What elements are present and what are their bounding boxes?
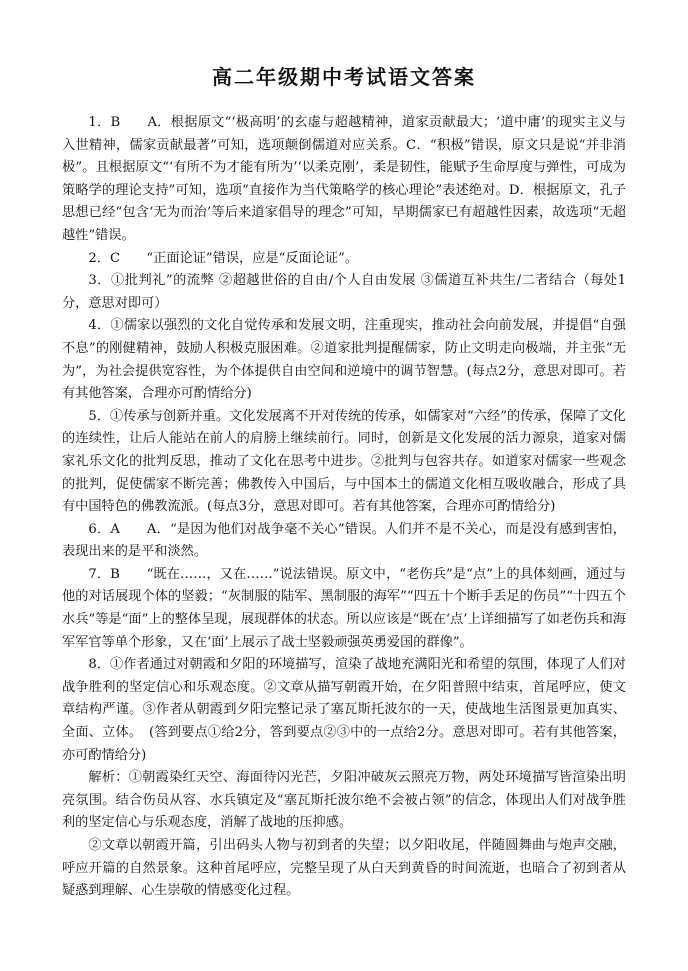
answer-7: 7．B “既在……，又在……”说法错误。原文中，“老伤兵”是“点”上的具体刻画，通过与他的对话展现个体的坚毅；“灰制服的陆军、黑制服的海军”“四五十个断手丢足的伤员”“十四五个水兵”等是“面”上的整体呈现，展现群体的状态。所以应该是“既在‘点’上详细描写了如老伤兵和海军军官等单个形象，又在‘面’上展示了战士坚毅顽强英勇爱国的群像”。 [62, 566, 626, 650]
answer-3: 3．①批判礼”的流弊 ②超越世俗的自由/个人自由发展 ③儒道互补共生/二者结合（每处1分，意思对即可） [62, 273, 626, 311]
answer-8: 8．①作者通过对朝霞和夕阳的环境描写，渲染了战地充满阳光和希望的氛围，体现了人们对战争胜利的坚定信心和乐观态度。②文章从描写朝霞开始，在夕阳普照中结束，首尾呼应，使文章结构严谨。③作者从朝霞到夕阳完整记录了塞瓦斯托波尔的一天，使战地生活图景更加真实、全面、立体。 (答到要点①给2分，答到要点②③中的一点给2分。意思对即可。若有其他答案，亦可酌情给分) [62, 657, 626, 763]
answer-1: 1．B A．根据原文“‘极高明’的玄虚与超越精神，道家贡献最大；‘道中庸’的现实主义与入世精神，儒家贡献最著”可知，选项颠倒儒道对应关系。C．“积极”错误，原文只是说“并非消极”。且根据原文“‘有所不为才能有所为’‘以柔克刚’，柔是韧性，能赋予生命厚度与弹性，可成为策略学的理论支持”可知，选项“直接作为当代策略学的核心理论”表述绝对。D．根据原文，孔子思想已经“包含‘无为而治’等后来道家倡导的理念”可知，早期儒家已有超越性因素，故选项“无超越性”错误。 [62, 115, 626, 243]
answer-body [62, 112, 626, 903]
answer-4: 4．①儒家以强烈的文化自觉传承和发展文明，注重现实，推动社会向前发展，并提倡“自强不息”的刚健精神，鼓励人积极克服困难。②道家批判提醒儒家，防止文明走向极端，并主张“无为”，为社会提供宽容性，为个体提供自由空间和逆境中的调节智慧。(每点2分，意思对即可。若有其他答案，合理亦可酌情给分) [62, 318, 626, 402]
page-title: 高二年级期中考试语文答案 [212, 65, 476, 89]
answer-5: 5．①传承与创新并重。文化发展离不开对传统的传承，如儒家对“六经”的传承，保障了文化的连续性，让后人能站在前人的肩膀上继续前行。同时，创新是文化发展的活力源泉，道家对儒家礼乐文化的批判反思，推动了文化在思考中进步。②批判与包容共存。如道家对儒家一些观念的批判，促使儒家不断完善；佛教传入中国后，与中国本土的儒道文化相互吸收融合，形成了具有中国特色的佛教流派。(每点3分，意思对即可。若有其他答案，合理亦可酌情给分) [62, 408, 626, 515]
analysis-paragraph-1: 解析：①朝霞染红天空、海面待闪光芒，夕阳冲破灰云照亮万物，两处环境描写皆渲染出明亮氛围。结合伤员从容、水兵镇定及“塞瓦斯托波尔绝不会被占领”的信念，体现出人们对战争胜利的坚定信心与乐观态度，消解了战地的压抑感。 [62, 770, 626, 831]
answer-6: 6．A A．“是因为他们对战争毫不关心”错误。人们并不是不关心，而是没有感到害怕，表现出来的是平和淡然。 [62, 521, 626, 560]
analysis-paragraph-2: ②文章以朝霞开篇，引出码头人物与初到者的失望；以夕阳收尾，伴随圆舞曲与炮声交融，呼应开篇的自然景象。这种首尾呼应，完整呈现了从白天到黄昏的时间流逝，也暗合了初到者从疑惑到理解、心生崇敬的情感变化过程。 [62, 838, 626, 899]
answer-2: 2．C “正面论证”错误，应是“反面论证”。 [88, 250, 359, 266]
